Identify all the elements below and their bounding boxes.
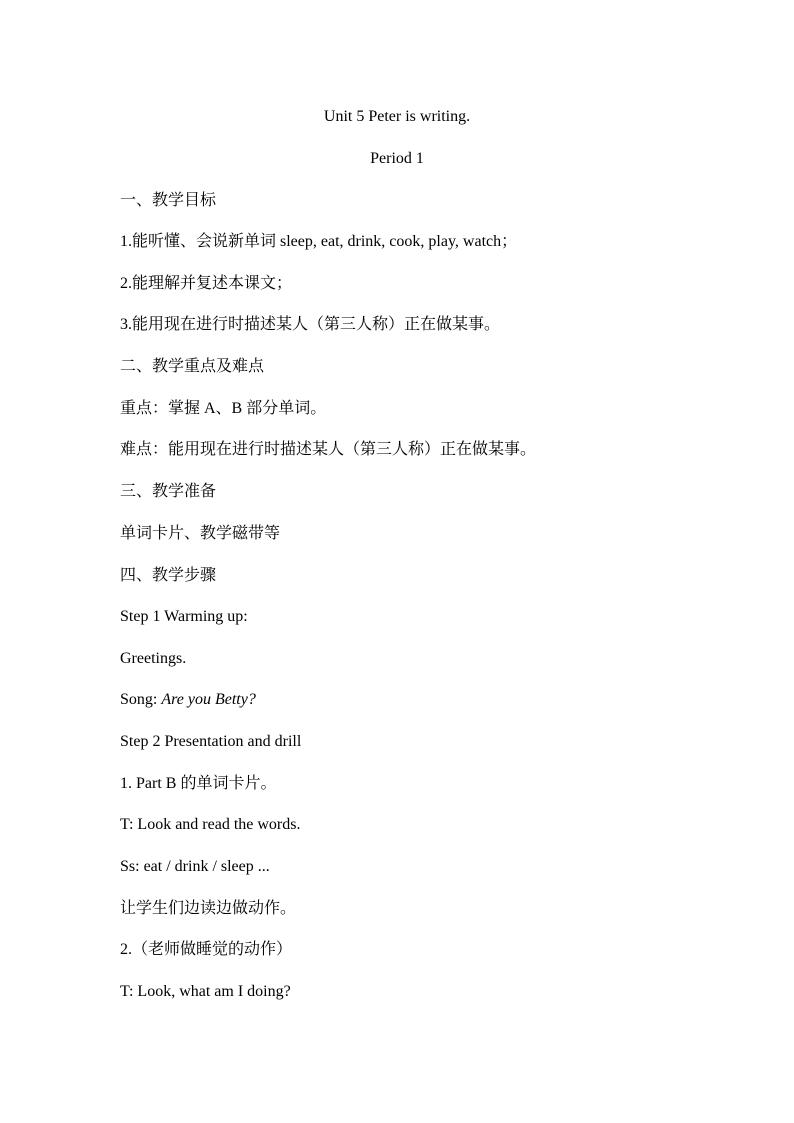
difficult-point: 难点：能用现在进行时描述某人（第三人称）正在做某事。 <box>120 441 537 458</box>
song-line <box>120 690 256 710</box>
teacher-line-1: T: Look and read the words. <box>120 816 301 833</box>
objective-2: 2.能理解并复述本课文； <box>120 275 293 292</box>
step1-title: Step 1 Warming up: <box>120 608 248 625</box>
step2-item-1: 1. Part B 的单词卡片。 <box>120 775 277 792</box>
document-title: Unit 5 Peter is writing. <box>323 108 471 125</box>
teacher-line-2: T: Look, what am I doing? <box>120 983 291 1000</box>
objective-1: 1.能听懂、会说新单词 sleep, eat, drink, cook, play, watch； <box>120 233 518 250</box>
objectives-heading: 一、教学目标 <box>120 192 217 209</box>
key-point: 重点：掌握 A、B 部分单词。 <box>120 400 327 417</box>
song-label: Song: <box>120 691 162 708</box>
objective-3: 3.能用现在进行时描述某人（第三人称）正在做某事。 <box>120 316 501 333</box>
step2-item-2: 2.（老师做睡觉的动作） <box>120 941 293 958</box>
period-label: Period 1 <box>370 150 424 167</box>
preparation-text: 单词卡片、教学磁带等 <box>120 525 281 542</box>
step2-title: Step 2 Presentation and drill <box>120 733 302 750</box>
greetings-text: Greetings. <box>120 650 187 667</box>
instruction-line: 让学生们边读边做动作。 <box>120 900 297 917</box>
steps-heading: 四、教学步骤 <box>120 567 217 584</box>
preparation-heading: 三、教学准备 <box>120 483 217 500</box>
song-title: Are you Betty? <box>161 691 256 708</box>
students-line-1: Ss: eat / drink / sleep ... <box>120 858 270 875</box>
key-points-heading: 二、教学重点及难点 <box>120 358 265 375</box>
